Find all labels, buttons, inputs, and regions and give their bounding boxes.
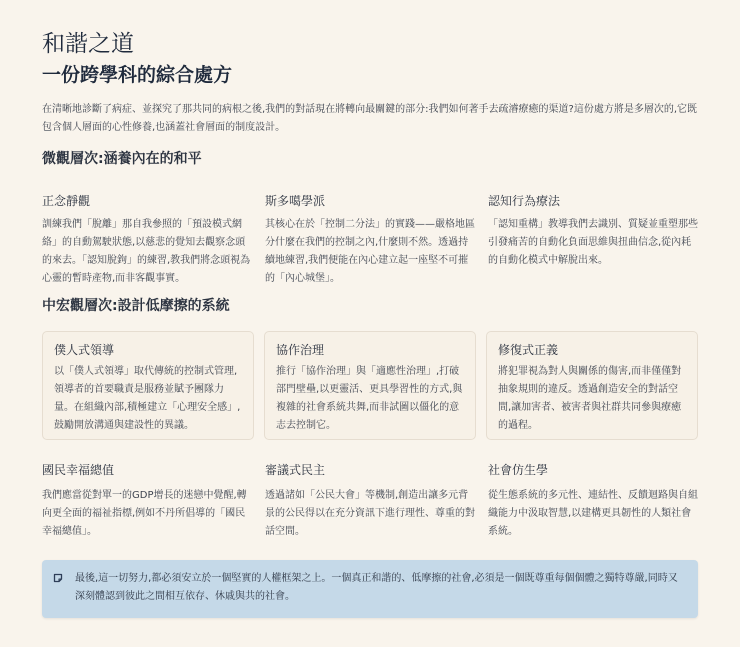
card-servant-leadership bbox=[42, 331, 254, 440]
meso-cards-grid bbox=[42, 331, 698, 440]
practice-cbt bbox=[488, 193, 698, 288]
card-text: 將犯罪視為對人與關係的傷害,而非僅僅對抽象規則的違反。透過創造安全的對話空間,讓加害者、被害者與社群共同參與療癒的過程。 bbox=[498, 366, 682, 431]
item-gross-national-happiness bbox=[42, 462, 252, 541]
card-collaborative-governance bbox=[264, 331, 476, 440]
page-title: 和諧之道 bbox=[42, 31, 134, 57]
practice-mindfulness bbox=[42, 193, 252, 288]
card-title: 協作治理 bbox=[276, 343, 325, 357]
item-deliberative-democracy bbox=[265, 462, 475, 541]
practice-text: 其核心在於「控制二分法」的實踐——嚴格地區分什麼在我們的控制之內,什麼則不然。透過持續地練習,我們便能在內心建立起一座堅不可摧的「內心城堡」。 bbox=[265, 219, 475, 284]
item-title: 國民幸福總值 bbox=[42, 463, 115, 477]
item-title: 社會仿生學 bbox=[488, 463, 549, 477]
meso-items-grid bbox=[42, 462, 698, 541]
practice-text: 訓練我們「脫離」那自我參照的「預設模式網絡」的自動駕駛狀態,以慈悲的覺知去觀察念頭的來去。「認知脫鉤」的練習,教我們將念頭視為心靈的暫時產物,而非客觀事實。 bbox=[42, 219, 251, 284]
item-title: 審議式民主 bbox=[265, 463, 326, 477]
card-text: 推行「協作治理」與「適應性治理」,打破部門壁壘,以更靈活、更具學習性的方式,與複雜的社會系統共舞,而非試圖以僵化的意志去控制它。 bbox=[276, 366, 463, 431]
note-icon bbox=[53, 573, 63, 583]
item-text: 我們應當從對單一的GDP增長的迷戀中覺醒,轉向更全面的福祉指標,例如不丹所倡導的「國民幸福總值」。 bbox=[42, 490, 247, 537]
page-subtitle: 一份跨學科的綜合處方 bbox=[42, 64, 233, 86]
conclusion-callout bbox=[42, 560, 698, 618]
callout-text: 最後,這一切努力,都必須安立於一個堅實的人權框架之上。一個真正和諧的、低摩擦的社會,必須是一個既尊重每個個體之獨特尊嚴,同時又深刻體認到彼此之間相互依存、休戚與共的社會。 bbox=[75, 573, 678, 602]
section-heading-micro: 微觀層次:涵養內在的和平 bbox=[42, 151, 202, 167]
section-heading-meso: 中宏觀層次:設計低摩擦的系統 bbox=[42, 298, 230, 314]
intro-paragraph: 在清晰地診斷了病症、並探究了那共同的病根之後,我們的對話現在將轉向最關鍵的部分:我們如何著手去疏濬療癒的渠道?這份處方將是多層次的,它既包含個人層面的心性修養,也涵蓋社會層面的制度設計。 bbox=[42, 104, 698, 133]
practice-text: 「認知重構」教導我們去識別、質疑並重塑那些引發痛苦的自動化負面思維與扭曲信念,從內耗的自動化模式中解脫出來。 bbox=[488, 219, 698, 266]
card-title: 修復式正義 bbox=[498, 343, 559, 357]
item-social-biomimicry bbox=[488, 462, 698, 541]
practice-title: 斯多噶學派 bbox=[265, 194, 326, 208]
item-text: 從生態系統的多元性、連結性、反饋迴路與自組織能力中汲取智慧,以建構更具韌性的人類社會系統。 bbox=[488, 490, 698, 537]
practice-stoicism bbox=[265, 193, 475, 288]
practice-title: 正念靜觀 bbox=[42, 194, 91, 208]
card-restorative-justice bbox=[486, 331, 698, 440]
card-text: 以「僕人式領導」取代傳統的控制式管理,領導者的首要職責是服務並賦予團隊力量。在組織內部,積極建立「心理安全感」,鼓勵開放溝通與建設性的異議。 bbox=[54, 366, 241, 431]
card-title: 僕人式領導 bbox=[54, 343, 115, 357]
practice-title: 認知行為療法 bbox=[488, 194, 561, 208]
item-text: 透過諸如「公民大會」等機制,創造出讓多元背景的公民得以在充分資訊下進行理性、尊重的對話空間。 bbox=[265, 490, 475, 537]
micro-practices-grid bbox=[42, 193, 698, 288]
